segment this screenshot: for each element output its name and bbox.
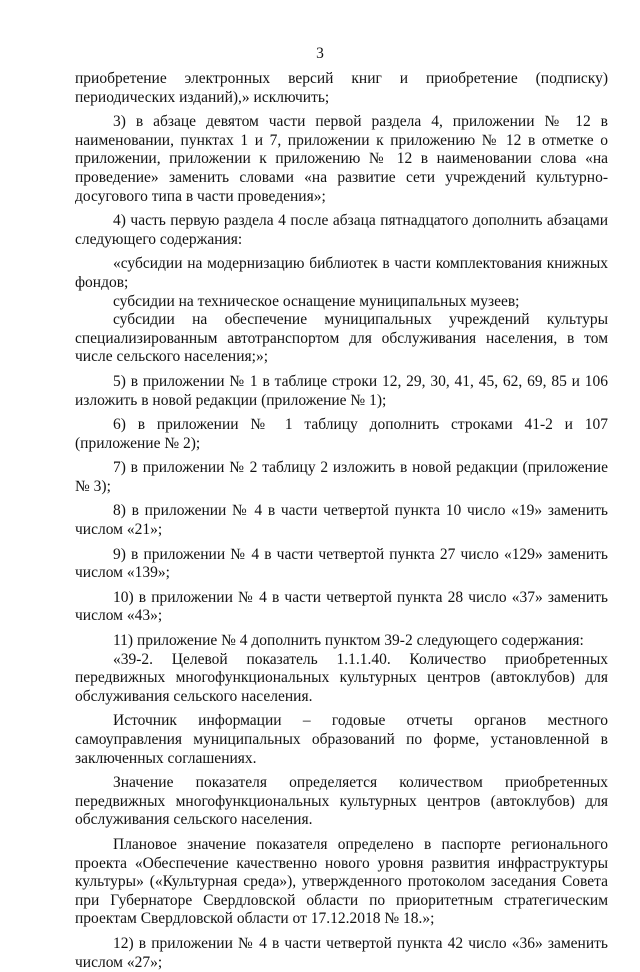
paragraph-p8: 6) в приложении № 1 таблицу дополнить строками 41-2 и 107 (приложение № 2); [75,416,608,452]
page-number: 3 [316,45,324,62]
paragraph-p2: 3) в абзаце девятом части первой раздела 4, приложении № 12 в наименовании, пунктах 1 и 7, приложении к приложению № 12 в отметке о приложении, приложении к приложению № 12 в наименовании слова «на проведение» заменить словами «на развитие сети учреждений культурно-досугового типа в части проведения»; [75,113,608,205]
paragraph-p5: субсидии на техническое оснащение муниципальных музеев; [113,292,520,310]
paragraph-p13: 11) приложение № 4 дополнить пунктом 39-2 следующего содержания: [113,632,584,650]
paragraph-p11: 9) в приложении № 4 в части четвертой пункта 27 число «129» заменить числом «139»; [75,545,608,582]
paragraph-p14: «39-2. Целевой показатель 1.1.1.40. Количество приобретенных передвижных многофункциональных культурных центров (автоклубов) для обслуживания сельского населения. [75,650,608,705]
paragraph-p4: «субсидии на модернизацию библиотек в части комплектования книжных фондов; [75,255,608,291]
paragraph-p15: Источник информации – годовые отчеты органов местного самоуправления муниципальных образований по форме, установленной в заключенных соглашениях. [75,712,608,767]
paragraph-p3: 4) часть первую раздела 4 после абзаца пятнадцатого дополнить абзацами следующего содержания: [75,212,608,248]
paragraph-p7: 5) в приложении № 1 в таблице строки 12, 29, 30, 41, 45, 62, 69, 85 и 106 изложить в новой редакции (приложение № 1); [75,372,608,409]
document-body [75,70,608,972]
paragraph-p1: приобретение электронных версий книг и приобретение (подписку) периодических изданий),» исключить; [75,70,608,106]
paragraph-p18: 12) в приложении № 4 в части четвертой пункта 42 число «36» заменить числом «27»; [75,934,608,971]
paragraph-p9: 7) в приложении № 2 таблицу 2 изложить в новой редакции (приложение № 3); [75,459,608,495]
paragraph-p16: Значение показателя определяется количеством приобретенных передвижных многофункциональных культурных центров (автоклубов) для обслуживания сельского населения. [75,774,608,829]
paragraph-p17: Плановое значение показателя определено в паспорте регионального проекта «Обеспечение качественно нового уровня развития инфраструктуры культуры» («Культурная среда»), утвержденного протоколом заседания Совета при Губернаторе Свердловской области по приоритетным стратегическим проектам Свердловской области от 17.12.2018 № 18.»; [75,835,608,928]
paragraph-p10: 8) в приложении № 4 в части четвертой пункта 10 число «19» заменить числом «21»; [75,502,608,539]
paragraph-p12: 10) в приложении № 4 в части четвертой пункта 28 число «37» заменить числом «43»; [75,588,608,625]
paragraph-p6: субсидии на обеспечение муниципальных учреждений культуры специализированным автотранспортом для обслуживания населения, в том числе сельского населения;»; [75,311,608,366]
